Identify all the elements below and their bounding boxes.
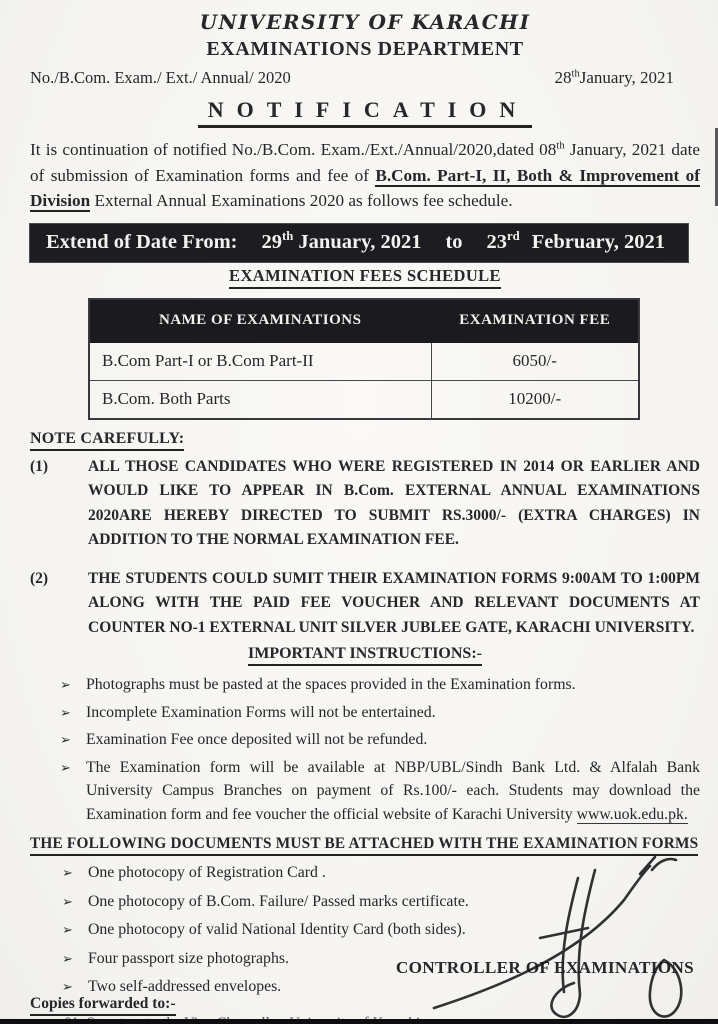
column-header-fee: EXAMINATION FEE — [431, 299, 639, 343]
date-extension-banner — [30, 224, 688, 262]
copies-forwarded-heading-wrap — [30, 995, 176, 1016]
uok-website-link[interactable]: www.uok.edu.pk. — [576, 805, 688, 823]
arrow-bullet-icon: ➢ — [60, 759, 71, 775]
document-text: One photocopy of B.Com. Failure/ Passed marks certificate. — [88, 892, 469, 910]
arrow-bullet-icon: ➢ — [62, 979, 73, 994]
document-text: Two self-addressed envelopes. — [88, 978, 282, 995]
exam-name-cell: B.Com Part-I or B.Com Part-II — [89, 342, 431, 380]
reference-number: No./B.Com. Exam./ Ext./ Annual/ 2020 — [30, 68, 291, 87]
exam-names-emphasis: B.Com. Part-I, II, Both & Improvement of Division — [30, 165, 700, 210]
column-header-name: NAME OF EXAMINATIONS — [89, 299, 431, 343]
banner-to-word: to — [445, 230, 463, 253]
important-instructions-heading: IMPORTANT INSTRUCTIONS:- — [248, 645, 482, 666]
arrow-bullet-icon: ➢ — [60, 732, 71, 747]
signature-scribble — [428, 842, 700, 1024]
scan-bottom-edge — [0, 1019, 718, 1024]
extension-from-date: 29th January, 2021 — [261, 228, 422, 253]
table-row — [89, 342, 639, 380]
department-title: EXAMINATIONS DEPARTMENT — [206, 38, 524, 60]
table-row — [89, 380, 639, 419]
instruction-text: Photographs must be pasted at the spaces provided in the Examination forms. — [86, 676, 576, 693]
list-item — [30, 701, 700, 725]
instructions-list — [30, 673, 700, 826]
list-item — [30, 756, 700, 827]
notification-heading-wrap — [30, 97, 700, 128]
signatory-title: CONTROLLER OF EXAMINATIONS — [395, 958, 694, 977]
arrow-bullet-icon: ➢ — [60, 704, 71, 720]
instruction-text: The Examination form will be available at NBP/UBL/Sindh Bank Ltd. & Alfalah Bank University Campus Branches on payment of Rs.100/- each. Students may download the Examination form and fee voucher the official website of Karachi University www.uok.edu.pk. — [86, 758, 700, 823]
university-title: UNIVERSITY OF KARACHI — [199, 10, 531, 34]
exam-fee-cell: 6050/- — [431, 342, 639, 380]
reference-row — [30, 68, 700, 88]
documents-heading: THE FOLLOWING DOCUMENTS MUST BE ATTACHED WITH THE EXAMINATION FORMS — [30, 835, 698, 856]
arrow-bullet-icon: ➢ — [62, 893, 73, 909]
fees-schedule-heading-wrap — [30, 266, 700, 289]
document-text: One photocopy of valid National Identity Card (both sides). — [88, 921, 466, 938]
arrow-bullet-icon: ➢ — [60, 677, 71, 692]
arrow-bullet-icon: ➢ — [62, 865, 73, 880]
note-item-1 — [30, 455, 700, 553]
note-text: THE STUDENTS COULD SUMIT THEIR EXAMINATION FORMS 9:00AM TO 1:00PM ALONG WITH THE PAID FEE VOUCHER AND RELEVANT DOCUMENTS AT COUNTER NO-1 EXTERNAL UNIT SILVER JUBLEE GATE, KARACHI UNIVERSITY. — [88, 569, 700, 636]
instruction-text: Examination Fee once deposited will not be refunded. — [86, 731, 428, 748]
document-text: Four passport size photographs. — [88, 949, 289, 967]
note-item-2 — [30, 567, 700, 641]
fees-schedule-heading: EXAMINATION FEES SCHEDULE — [229, 266, 501, 289]
list-item — [30, 673, 700, 697]
fees-table-header-row — [89, 299, 639, 343]
copies-forwarded-heading: Copies forwarded to:- — [30, 995, 176, 1016]
intro-paragraph: It is continuation of notified No./B.Com. Exam./Ext./Annual/2020,dated 08th January, 2021 date of submission of Examination forms and fee of B.Com. Part-I, II, Both & Improvement of Division External Annual Examinations 2020 as follows fee schedule. — [30, 140, 700, 210]
exam-fee-cell: 10200/- — [431, 380, 639, 419]
instruction-text: Incomplete Examination Forms will not be entertained. — [86, 703, 436, 721]
document-text: One photocopy of Registration Card . — [88, 864, 326, 881]
note-carefully-heading: NOTE CAREFULLY: — [30, 430, 184, 451]
note-carefully-heading-wrap — [30, 430, 700, 451]
notification-heading: NOTIFICATION — [198, 97, 533, 128]
extension-to-date: 23rd February, 2021 — [486, 228, 665, 253]
list-item — [30, 728, 700, 752]
banner-label: Extend of Date From: — [46, 230, 238, 253]
exam-name-cell: B.Com. Both Parts — [89, 380, 431, 419]
note-text: ALL THOSE CANDIDATES WHO WERE REGISTERED IN 2014 OR EARLIER AND WOULD LIKE TO APPEAR IN B.Com. EXTERNAL ANNUAL EXAMINATIONS 2020ARE HEREBY DIRECTED TO SUBMIT RS.3000/- (EXTRA CHARGES) IN ADDITION TO THE NORMAL EXAMINATION FEE. — [88, 457, 700, 548]
fees-table — [88, 298, 640, 420]
issue-date: 28thJanuary, 2021 — [554, 68, 674, 87]
arrow-bullet-icon: ➢ — [62, 922, 73, 937]
note-number: (1) — [30, 457, 49, 475]
note-number: (2) — [30, 569, 49, 587]
important-instructions-heading-wrap — [30, 645, 700, 666]
arrow-bullet-icon: ➢ — [62, 950, 73, 966]
